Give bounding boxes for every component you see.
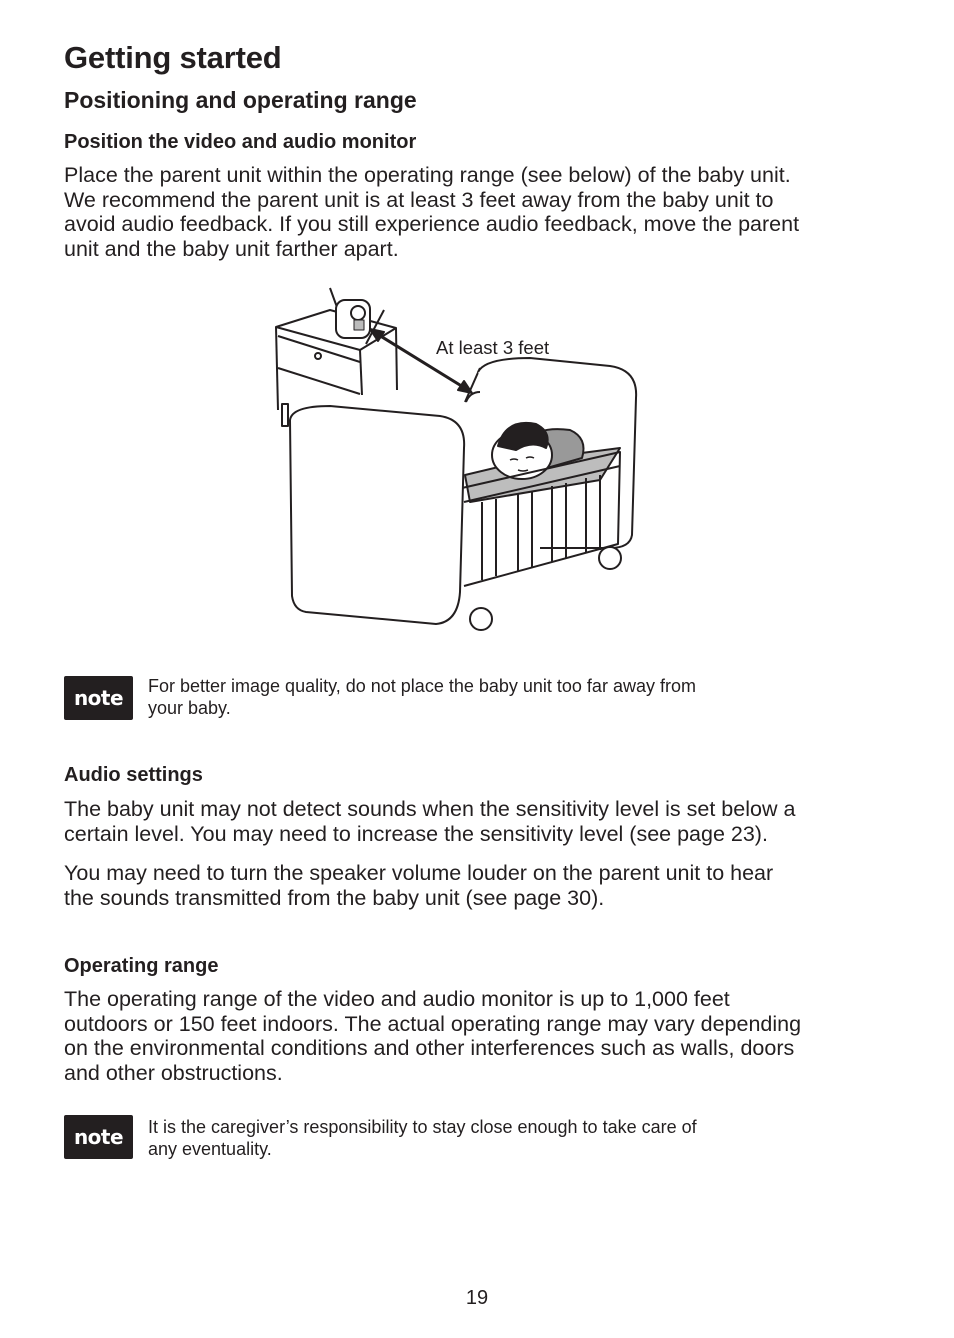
page-number: 19 — [465, 1287, 489, 1309]
position-body: Place the parent unit within the operating range (see below) of the baby unit. We recommend the parent unit is at least 3 feet away from the baby unit to avoid audio feedback. If you still experience audio feedback, move the parent unit and the baby unit farther apart. — [64, 163, 800, 261]
figure-caption: At least 3 feet — [436, 337, 550, 358]
note-text: For better image quality, do not place the baby unit too far away from your baby. — [148, 676, 696, 718]
crib — [290, 358, 636, 630]
section-title: Positioning and operating range — [64, 87, 417, 113]
audio-heading: Audio settings — [64, 764, 203, 786]
audio-body-1: The baby unit may not detect sounds when the sensitivity level is set below a certain level. You may need to increase the sensitivity level (see page 23). — [64, 797, 796, 846]
range-heading: Operating range — [64, 955, 219, 977]
note-badge: note — [64, 1115, 133, 1159]
parent-unit-icon — [330, 288, 370, 338]
note-badge: note — [64, 676, 133, 720]
audio-body-2: You may need to turn the speaker volume louder on the parent unit to hear the sounds transmitted from the baby unit (see page 30). — [64, 861, 774, 910]
range-body: The operating range of the video and audio monitor is up to 1,000 feet outdoors or 150 feet indoors. The actual operating range may vary depending on the environmental conditions and other interferences such as walls, doors and other obstructions. — [64, 987, 802, 1085]
crib-placement-illustration — [270, 280, 650, 640]
page-title: Getting started — [64, 40, 282, 75]
note-text: It is the caregiver’s responsibility to stay close enough to take care of any eventuality. — [148, 1117, 697, 1159]
position-heading: Position the video and audio monitor — [64, 131, 417, 153]
